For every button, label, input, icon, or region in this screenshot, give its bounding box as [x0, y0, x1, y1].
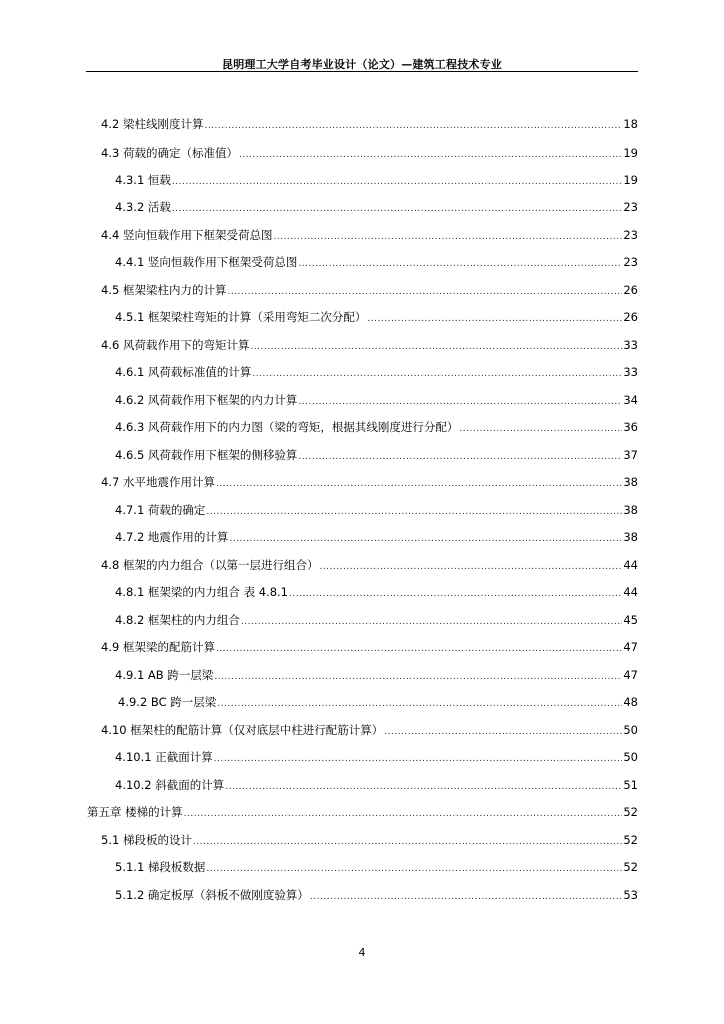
toc-entry-page: 48: [623, 695, 638, 709]
toc-entry[interactable]: [115, 667, 638, 683]
toc-leader: [384, 722, 622, 740]
toc-entry-label: 5.1 梯段板的设计: [101, 833, 192, 847]
toc-entry-label: 4.3.2 活载: [115, 200, 171, 214]
toc-entry-label: 4.6.5 风荷载作用下框架的侧移验算: [115, 448, 298, 462]
toc-leader: [217, 694, 622, 712]
toc-leader: [172, 172, 622, 190]
toc-entry[interactable]: [87, 804, 638, 820]
toc-entry-label: 4.8.1 框架梁的内力组合 表 4.8.1: [115, 585, 288, 599]
toc-entry-page: 50: [623, 750, 638, 764]
toc-entry-page: 26: [623, 310, 638, 324]
toc-entry[interactable]: [115, 392, 638, 408]
toc-entry-label: 4.6.1 风荷载标准值的计算: [115, 365, 252, 379]
toc-entry-label: 4.5.1 框架梁柱弯矩的计算（采用弯矩二次分配）: [115, 310, 367, 324]
toc-leader: [206, 502, 622, 520]
toc-leader: [273, 227, 622, 245]
toc-entry-label: 4.6.2 风荷载作用下框架的内力计算: [115, 393, 298, 407]
toc-leader: [214, 749, 623, 767]
toc-leader: [367, 309, 622, 327]
toc-entry[interactable]: [118, 694, 638, 710]
toc-leader: [241, 612, 622, 630]
toc-entry-label: 4.8 框架的内力组合（以第一层进行组合）: [101, 558, 319, 572]
toc-entry-page: 34: [623, 393, 638, 407]
toc-entry-label: 4.3 荷载的确定（标准值）: [101, 146, 238, 160]
toc-leader: [216, 474, 622, 492]
toc-entry[interactable]: [101, 557, 638, 573]
toc-leader: [289, 584, 622, 602]
toc-entry-label: 4.7.2 地震作用的计算: [115, 530, 229, 544]
toc-leader: [229, 529, 622, 547]
toc-leader: [206, 859, 622, 877]
toc-entry[interactable]: [101, 282, 638, 298]
toc-entry-label: 4.10.1 正截面计算: [115, 750, 213, 764]
toc-entry-page: 19: [623, 173, 638, 187]
toc-entry-label: 4.9.2 BC 跨一层梁: [118, 695, 217, 709]
toc-leader: [214, 667, 622, 685]
toc-entry[interactable]: [101, 227, 638, 243]
toc-entry-page: 38: [623, 530, 638, 544]
toc-entry-page: 38: [623, 475, 638, 489]
toc-leader: [172, 199, 622, 217]
toc-leader: [193, 832, 622, 850]
toc-entry-page: 23: [623, 228, 638, 242]
toc-leader: [184, 804, 623, 822]
toc-entry-label: 4.7 水平地震作用计算: [101, 475, 215, 489]
toc-entry-label: 第五章 楼梯的计算: [87, 805, 183, 819]
toc-leader: [239, 145, 622, 163]
toc-entry-page: 23: [623, 200, 638, 214]
toc-entry[interactable]: [115, 254, 638, 270]
toc-entry-label: 4.3.1 恒载: [115, 173, 171, 187]
toc-entry-page: 23: [623, 255, 638, 269]
toc-entry[interactable]: [115, 887, 638, 903]
toc-entry-label: 4.5 框架梁柱内力的计算: [101, 283, 227, 297]
toc-entry-page: 47: [623, 640, 638, 654]
toc-leader: [227, 282, 622, 300]
toc-entry-page: 44: [623, 585, 638, 599]
toc-entry[interactable]: [101, 116, 638, 132]
toc-entry-page: 52: [623, 805, 638, 819]
toc-leader: [298, 254, 622, 272]
toc-entry[interactable]: [101, 474, 638, 490]
toc-entry[interactable]: [115, 419, 638, 435]
toc-entry[interactable]: [101, 722, 638, 738]
toc-entry[interactable]: [101, 639, 638, 655]
toc-entry-label: 4.7.1 荷载的确定: [115, 503, 206, 517]
toc-entry-page: 26: [623, 283, 638, 297]
toc-entry-label: 4.10.2 斜截面的计算: [115, 778, 225, 792]
toc-entry[interactable]: [115, 859, 638, 875]
toc-entry-label: 4.6 风荷载作用下的弯矩计算: [101, 338, 250, 352]
toc-entry-label: 4.8.2 框架柱的内力组合: [115, 613, 240, 627]
toc-entry-page: 19: [623, 146, 638, 160]
page-number: 4: [358, 946, 366, 959]
toc-entry[interactable]: [115, 612, 638, 628]
toc-entry[interactable]: [115, 364, 638, 380]
toc-entry[interactable]: [115, 199, 638, 215]
toc-leader: [204, 116, 622, 134]
toc-leader: [250, 337, 622, 355]
toc-entry[interactable]: [115, 749, 638, 765]
toc-entry[interactable]: [101, 832, 638, 848]
toc-entry-page: 53: [623, 888, 638, 902]
toc-leader: [252, 364, 622, 382]
toc-entry-page: 18: [623, 117, 638, 131]
toc-entry-label: 4.9 框架梁的配筋计算: [101, 640, 215, 654]
toc-entry[interactable]: [115, 529, 638, 545]
toc-entry[interactable]: [115, 309, 638, 325]
toc-leader: [216, 639, 622, 657]
toc-entry-page: 52: [623, 833, 638, 847]
toc-entry-label: 4.6.3 风荷载作用下的内力图（梁的弯矩，根据其线刚度进行分配）: [115, 420, 459, 434]
toc-entry[interactable]: [115, 777, 638, 793]
toc-entry-page: 37: [623, 448, 638, 462]
toc-entry-page: 44: [623, 558, 638, 572]
toc-entry[interactable]: [101, 337, 638, 353]
toc-entry-label: 4.4 竖向恒载作用下框架受荷总图: [101, 228, 273, 242]
toc-entry[interactable]: [115, 172, 638, 188]
toc-entry-label: 4.2 梁柱线刚度计算: [101, 117, 204, 131]
toc-entry[interactable]: [115, 447, 638, 463]
toc-entry-page: 51: [623, 778, 638, 792]
toc-leader: [298, 447, 622, 465]
toc-entry-page: 47: [623, 668, 638, 682]
toc-entry-label: 4.4.1 竖向恒载作用下框架受荷总图: [115, 255, 298, 269]
toc-entry[interactable]: [115, 584, 638, 600]
toc-leader: [310, 887, 622, 905]
toc-entry-label: 5.1.1 梯段板数据: [115, 860, 206, 874]
toc-entry-page: 45: [623, 613, 638, 627]
toc-leader: [225, 777, 622, 795]
toc-entry[interactable]: [115, 502, 638, 518]
page-header-title: 昆明理工大学自考毕业设计（论文）—建筑工程技术专业: [222, 58, 502, 71]
toc-leader: [319, 557, 622, 575]
toc-leader: [298, 392, 622, 410]
toc-entry[interactable]: [101, 145, 638, 161]
toc-entry-label: 4.9.1 AB 跨一层梁: [115, 668, 214, 682]
toc-entry-page: 52: [623, 860, 638, 874]
toc-entry-page: 33: [623, 365, 638, 379]
toc-entry-page: 38: [623, 503, 638, 517]
toc-entry-label: 5.1.2 确定板厚（斜板不做刚度验算）: [115, 888, 309, 902]
toc-entry-page: 33: [623, 338, 638, 352]
toc-entry-page: 36: [623, 420, 638, 434]
toc-leader: [459, 419, 622, 437]
toc-entry-page: 50: [623, 723, 638, 737]
toc-entry-label: 4.10 框架柱的配筋计算（仅对底层中柱进行配筋计算）: [101, 723, 384, 737]
